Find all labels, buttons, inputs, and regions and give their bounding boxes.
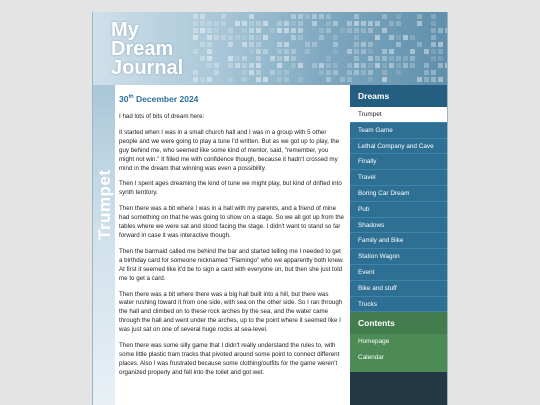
post-date-suffix: th — [128, 94, 134, 101]
contents-heading: Contents — [350, 312, 448, 334]
post-paragraph: It started when I was in a small church hall and I was in a group with 5 other people and we were going to play a tune I'd written. But as we got up to play, the guy behind me, who seemed like some kind of mentor, said, "remember, you might not win." It filled me with confidence though, because it hadn't crossed my mind in the dream that winning was even a possibility. — [119, 128, 340, 172]
contents-section — [350, 312, 448, 372]
main-content — [115, 85, 349, 405]
sidebar-item-family-and-bike[interactable]: Family and Bike — [350, 233, 448, 249]
dreams-list — [350, 107, 448, 312]
sidebar-item-event[interactable]: Event — [350, 265, 448, 281]
site-header — [93, 12, 448, 85]
sidebar-item-finally[interactable]: Finally — [350, 154, 448, 170]
sidebar-item-boring-car-dream[interactable]: Boring Car Dream — [350, 186, 448, 202]
sidebar-item-pub[interactable]: Pub — [350, 202, 448, 218]
vertical-page-label: Trumpet — [95, 169, 114, 240]
sidebar-item-team-game[interactable]: Team Game — [350, 123, 448, 139]
sidebar-item-bike-and-stuff[interactable]: Bike and stuff — [350, 281, 448, 297]
page-container — [92, 12, 448, 405]
sidebar-item-lethal-company-and-cave[interactable]: Lethal Company and Cave — [350, 139, 448, 155]
sidebar — [350, 85, 448, 405]
post-date — [119, 94, 345, 104]
contents-link-calendar[interactable]: Calendar — [358, 354, 384, 362]
sidebar-item-station-wagon[interactable]: Station Wagon — [350, 249, 448, 265]
post-date-day: 30 — [119, 94, 129, 104]
sidebar-item-travel[interactable]: Travel — [350, 170, 448, 186]
contents-link-homepage[interactable]: Homepage — [358, 338, 390, 346]
dreams-heading: Dreams — [350, 85, 448, 107]
left-title-bar — [93, 85, 115, 405]
sidebar-item-trumpet[interactable]: Trumpet — [350, 107, 448, 123]
post-paragraph: Then there was a bit where there was a big hall built into a hill, but there was water rushing toward it from one side, with sea on the other side. So I ran through the hall and climbed on to these rock arches by the sea, and the water came through the hall and went under the arches, up to the point where it seemed like I was just sat on one of several huge rocks at sea-level. — [119, 290, 343, 334]
post-paragraph: I had lots of bits of dream here: — [119, 113, 205, 120]
post-paragraph: Then there was a bit where I was in a hall with my parents, and a friend of mine had something on that he was going to show on a stage. So we all got up from the tables where we were sat and stood facing the stage. I didn't want to stand so far forward in case it was interactive though. — [119, 205, 344, 239]
sidebar-footer — [350, 372, 448, 405]
site-title-line: Dream — [111, 38, 174, 60]
post-paragraph: Then there was some silly game that I didn't really understand the rules to, with some little plastic tram tracks that pivoted around some point to connect different places. Also I was frustrated because some clothing/outfits for the game weren't organized properly and fell into the toilet and got wet. — [119, 342, 340, 376]
site-title-line: My — [111, 19, 139, 41]
site-title[interactable] — [111, 21, 183, 78]
sidebar-item-shadows[interactable]: Shadows — [350, 218, 448, 234]
post-paragraph: Then the barmaid called me behind the bar and started telling me I needed to get a birthday card for someone nicknamed "Flamingo" who we apparently both knew. At first it seemed like it'd be to sign a card with everyone on, but then she just told me to get a card. — [119, 247, 344, 282]
sidebar-item-trucks[interactable]: Trucks — [350, 297, 448, 313]
site-title-line: Journal — [111, 57, 184, 79]
post-paragraph: Then I spent ages dreaming the kind of tune we might play, but kind of drifted into synth territory. — [119, 180, 342, 197]
post-date-rest: December 2024 — [133, 94, 199, 104]
